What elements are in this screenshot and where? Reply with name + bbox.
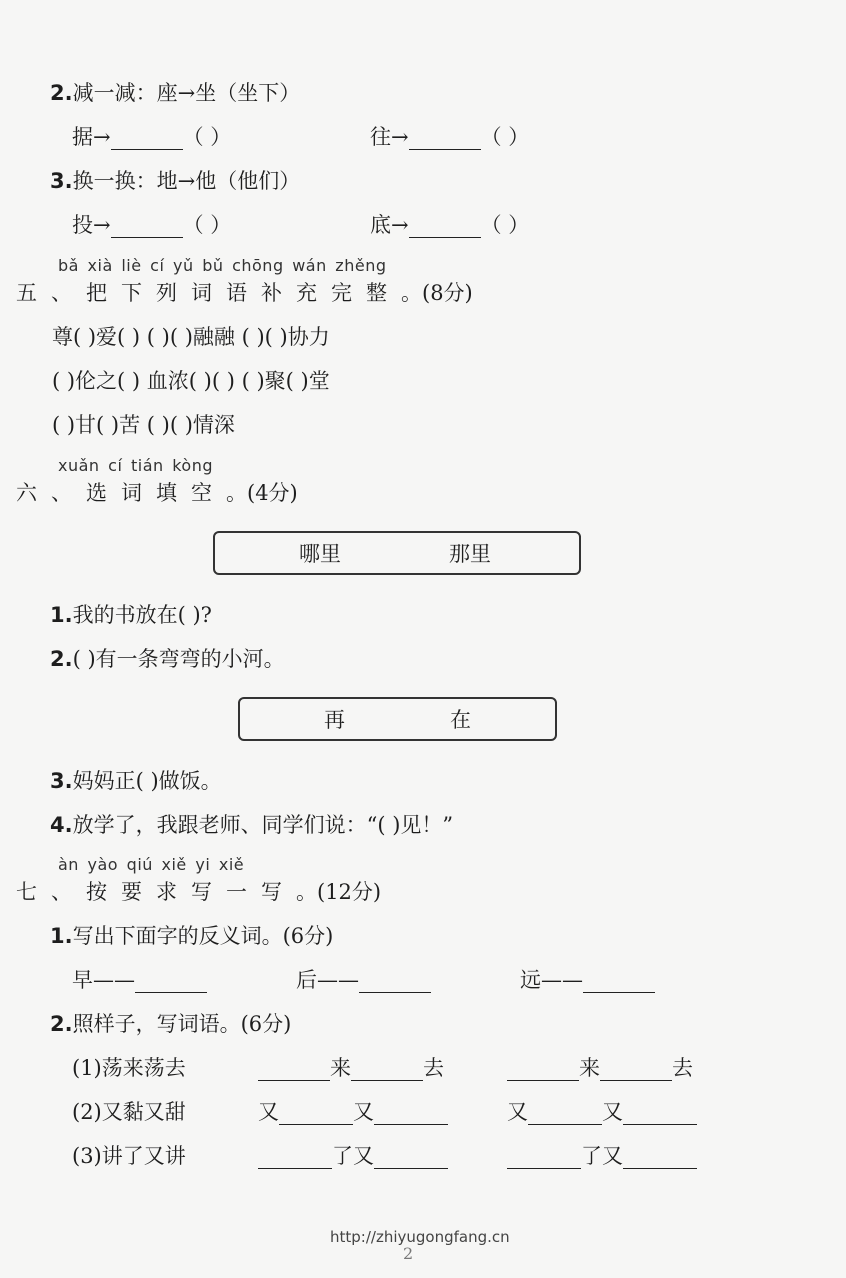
sec6-q3: 3.妈妈正( )做饭。 [50,769,222,793]
q2-line-b: 往→ （ ） [370,125,530,149]
sec5-heading: 五、把下列词语补充完整。(8分) [16,281,473,305]
example-1: (1)荡来荡去 [72,1056,186,1080]
word-box-1 [213,531,581,575]
pattern-2a: 又 又 [258,1099,448,1125]
sec7-pinyin: àn yào qiú xiě yi xiě [58,855,245,874]
q3-title: 3.换一换：地→他（他们） [50,169,301,193]
answer-blank[interactable] [507,1060,579,1081]
answer-blank[interactable] [279,1104,353,1125]
answer-blank[interactable] [528,1104,602,1125]
page-number: 2 [403,1244,414,1263]
sec6-q1: 1.我的书放在( )? [50,603,212,627]
sec5-row1: 尊( )爱( ) ( )( )融融 ( )( )协力 [52,325,330,349]
word-option: 再 [324,708,345,732]
sec5-row2: ( )伦之( ) 血浓( )( ) ( )聚( )堂 [52,369,330,393]
pattern-3a: 了又 [258,1143,448,1169]
answer-blank[interactable] [111,217,183,238]
antonym-after: 后—— [296,967,431,993]
answer-blank[interactable] [507,1148,581,1169]
pattern-1a: 来 去 [258,1055,444,1081]
answer-blank[interactable] [623,1148,697,1169]
sec6-heading: 六、选词填空。(4分) [16,481,298,505]
antonym-early: 早—— [72,967,207,993]
example-3: (3)讲了又讲 [72,1144,186,1168]
word-box-2 [238,697,557,741]
answer-blank[interactable] [351,1060,423,1081]
word-option: 哪里 [299,542,341,566]
answer-blank[interactable] [374,1148,448,1169]
answer-blank[interactable] [409,217,481,238]
pattern-3b: 了又 [507,1143,697,1169]
q2-line: 据→ （ ） [72,125,232,149]
sec5-row3: ( )甘( )苦 ( )( )情深 [52,413,235,437]
answer-blank[interactable] [374,1104,448,1125]
sec6-q2: 2.( )有一条弯弯的小河。 [50,647,285,671]
answer-blank[interactable] [135,972,207,993]
q3-line-b: 底→ （ ） [370,213,530,237]
answer-blank[interactable] [600,1060,672,1081]
antonym-far: 远—— [520,967,655,993]
sec6-pinyin: xuǎn cí tián kòng [58,456,213,475]
pattern-2b: 又 又 [507,1099,697,1125]
pattern-1b: 来 去 [507,1055,693,1081]
answer-blank[interactable] [623,1104,697,1125]
answer-blank[interactable] [359,972,431,993]
q2-number: 2. [50,81,73,105]
q3-number: 3. [50,169,73,193]
sec5-pinyin: bǎ xià liè cí yǔ bǔ chōng wán zhěng [58,256,387,275]
sec6-q4: 4.放学了，我跟老师、同学们说：“( )见！” [50,813,454,837]
q3-line: 投→ （ ） [72,213,232,237]
sec7-q1: 1.写出下面字的反义词。(6分) [50,924,334,948]
answer-blank[interactable] [258,1148,332,1169]
word-option: 在 [450,708,471,732]
answer-blank[interactable] [258,1060,330,1081]
sec7-q2: 2.照样子，写词语。(6分) [50,1012,292,1036]
word-option: 那里 [449,542,491,566]
sec7-heading: 七、按要求写一写。(12分) [16,880,382,904]
answer-blank[interactable] [409,129,481,150]
q2-title: 2.减一减：座→坐（坐下） [50,81,301,105]
answer-blank[interactable] [111,129,183,150]
example-2: (2)又黏又甜 [72,1100,186,1124]
answer-blank[interactable] [583,972,655,993]
footer-url: http://zhiyugongfang.cn [330,1228,510,1246]
